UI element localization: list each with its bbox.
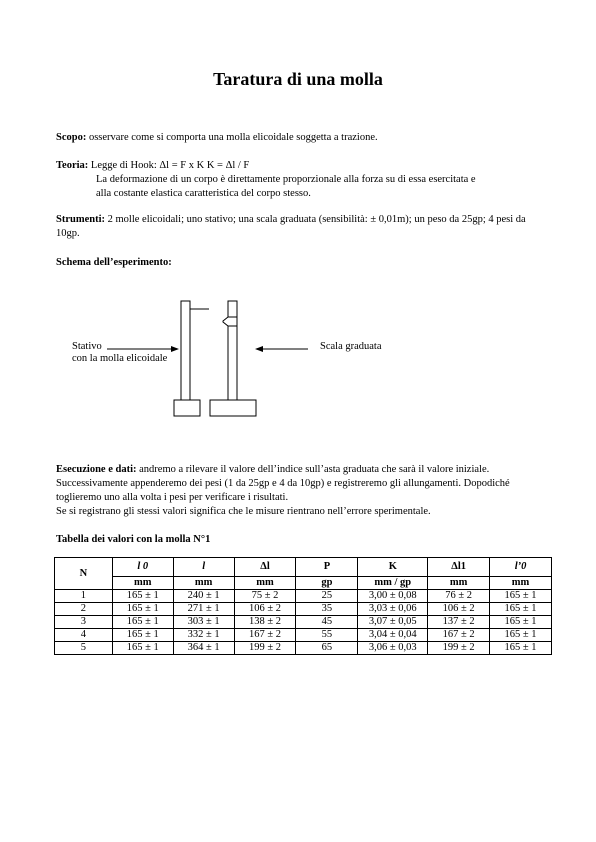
cell-l-prime-0: 165 ± 1 — [490, 642, 552, 655]
cell-l-prime-0: 165 ± 1 — [490, 590, 552, 603]
cell-p: 45 — [296, 616, 358, 629]
cell-n: 5 — [55, 642, 113, 655]
cell-delta-l1: 199 ± 2 — [428, 642, 490, 655]
header-l0: l 0 — [112, 558, 173, 577]
header-l-prime-0: l’0 — [490, 558, 552, 577]
stativo-arrow-head — [171, 346, 179, 352]
esecuzione-last-line: Se si registrano gli stessi valori significa che le misure rientrano nell’errore sperimentale. — [56, 506, 431, 517]
page-title: Taratura di una molla — [213, 69, 383, 89]
cell-l: 271 ± 1 — [173, 603, 234, 616]
esecuzione-paragraph — [56, 463, 526, 519]
cell-l0: 165 ± 1 — [112, 603, 173, 616]
cell-p: 65 — [296, 642, 358, 655]
scala-indicator — [223, 317, 237, 326]
scala-arrow-head — [255, 346, 263, 352]
cell-l: 332 ± 1 — [173, 629, 234, 642]
cell-n: 2 — [55, 603, 113, 616]
unit-delta-l: mm — [234, 577, 296, 590]
unit-l-prime-0: mm — [490, 577, 552, 590]
cell-n: 4 — [55, 629, 113, 642]
cell-delta-l: 138 ± 2 — [234, 616, 296, 629]
teoria-label: Teoria: — [56, 160, 89, 171]
cell-delta-l1: 167 ± 2 — [428, 629, 490, 642]
table-caption: Tabella dei valori con la molla N°1 — [56, 534, 211, 545]
stativo-base — [174, 400, 200, 416]
strumenti-text: 2 molle elicoidali; uno stativo; una scala graduata (sensibilità: ± 0,01m); un peso da 25gp; 4 pesi da 10gp. — [56, 214, 526, 239]
unit-l: mm — [173, 577, 234, 590]
table-row — [55, 629, 552, 642]
cell-delta-l: 199 ± 2 — [234, 642, 296, 655]
unit-l0: mm — [112, 577, 173, 590]
cell-l0: 165 ± 1 — [112, 642, 173, 655]
stativo-label-1: Stativo — [72, 341, 102, 352]
values-table — [54, 557, 552, 655]
header-n: N — [55, 558, 113, 590]
scopo-text: osservare come si comporta una molla elicoidale soggetta a trazione. — [86, 132, 378, 143]
cell-delta-l1: 76 ± 2 — [428, 590, 490, 603]
cell-k: 3,06 ± 0,03 — [358, 642, 428, 655]
teoria-formula: Legge di Hook: Δl = F x K K = Δl / F — [88, 160, 250, 171]
cell-l0: 165 ± 1 — [112, 590, 173, 603]
stativo-label-2: con la molla elicoidale — [72, 353, 168, 364]
cell-k: 3,03 ± 0,06 — [358, 603, 428, 616]
scala-base — [210, 400, 256, 416]
scopo-label: Scopo: — [56, 132, 87, 143]
scala-rod — [228, 301, 237, 400]
cell-k: 3,07 ± 0,05 — [358, 616, 428, 629]
cell-delta-l1: 106 ± 2 — [428, 603, 490, 616]
table-row — [55, 616, 552, 629]
cell-delta-l: 106 ± 2 — [234, 603, 296, 616]
teoria-line-3: alla costante elastica caratteristica del corpo stesso. — [96, 188, 311, 199]
unit-delta-l1: mm — [428, 577, 490, 590]
table-row — [55, 590, 552, 603]
cell-delta-l1: 137 ± 2 — [428, 616, 490, 629]
cell-p: 35 — [296, 603, 358, 616]
cell-k: 3,00 ± 0,08 — [358, 590, 428, 603]
strumenti-label: Strumenti: — [56, 214, 105, 225]
cell-l-prime-0: 165 ± 1 — [490, 629, 552, 642]
cell-l0: 165 ± 1 — [112, 616, 173, 629]
header-p: P — [296, 558, 358, 577]
table-row — [55, 603, 552, 616]
header-delta-l: Δl — [234, 558, 296, 577]
cell-n: 1 — [55, 590, 113, 603]
stativo-rod — [181, 301, 190, 400]
table-row — [55, 642, 552, 655]
cell-delta-l: 75 ± 2 — [234, 590, 296, 603]
cell-p: 25 — [296, 590, 358, 603]
cell-n: 3 — [55, 616, 113, 629]
scala-label: Scala graduata — [320, 341, 382, 352]
header-k: K — [358, 558, 428, 577]
header-l: l — [173, 558, 234, 577]
cell-delta-l: 167 ± 2 — [234, 629, 296, 642]
cell-p: 55 — [296, 629, 358, 642]
teoria-line-2: La deformazione di un corpo è direttamente proporzionale alla forza su di essa esercitata e — [96, 174, 476, 185]
unit-k: mm / gp — [358, 577, 428, 590]
esecuzione-text: andremo a rilevare il valore dell’indice sull’asta graduata che sarà il valore iniziale. Successivamente appenderemo dei pesi (1 da 25gp e 4 da 10gp) e registreremo gli allungamenti. Dopodiché toglieremo uno alla volta i pesi per verificare i risultati. — [56, 464, 510, 503]
unit-p: gp — [296, 577, 358, 590]
cell-l: 364 ± 1 — [173, 642, 234, 655]
cell-k: 3,04 ± 0,04 — [358, 629, 428, 642]
cell-l-prime-0: 165 ± 1 — [490, 616, 552, 629]
cell-l: 240 ± 1 — [173, 590, 234, 603]
cell-l: 303 ± 1 — [173, 616, 234, 629]
header-delta-l1: Δl1 — [428, 558, 490, 577]
esecuzione-label: Esecuzione e dati: — [56, 464, 137, 475]
cell-l0: 165 ± 1 — [112, 629, 173, 642]
cell-l-prime-0: 165 ± 1 — [490, 603, 552, 616]
schema-label: Schema dell’esperimento: — [56, 257, 172, 268]
